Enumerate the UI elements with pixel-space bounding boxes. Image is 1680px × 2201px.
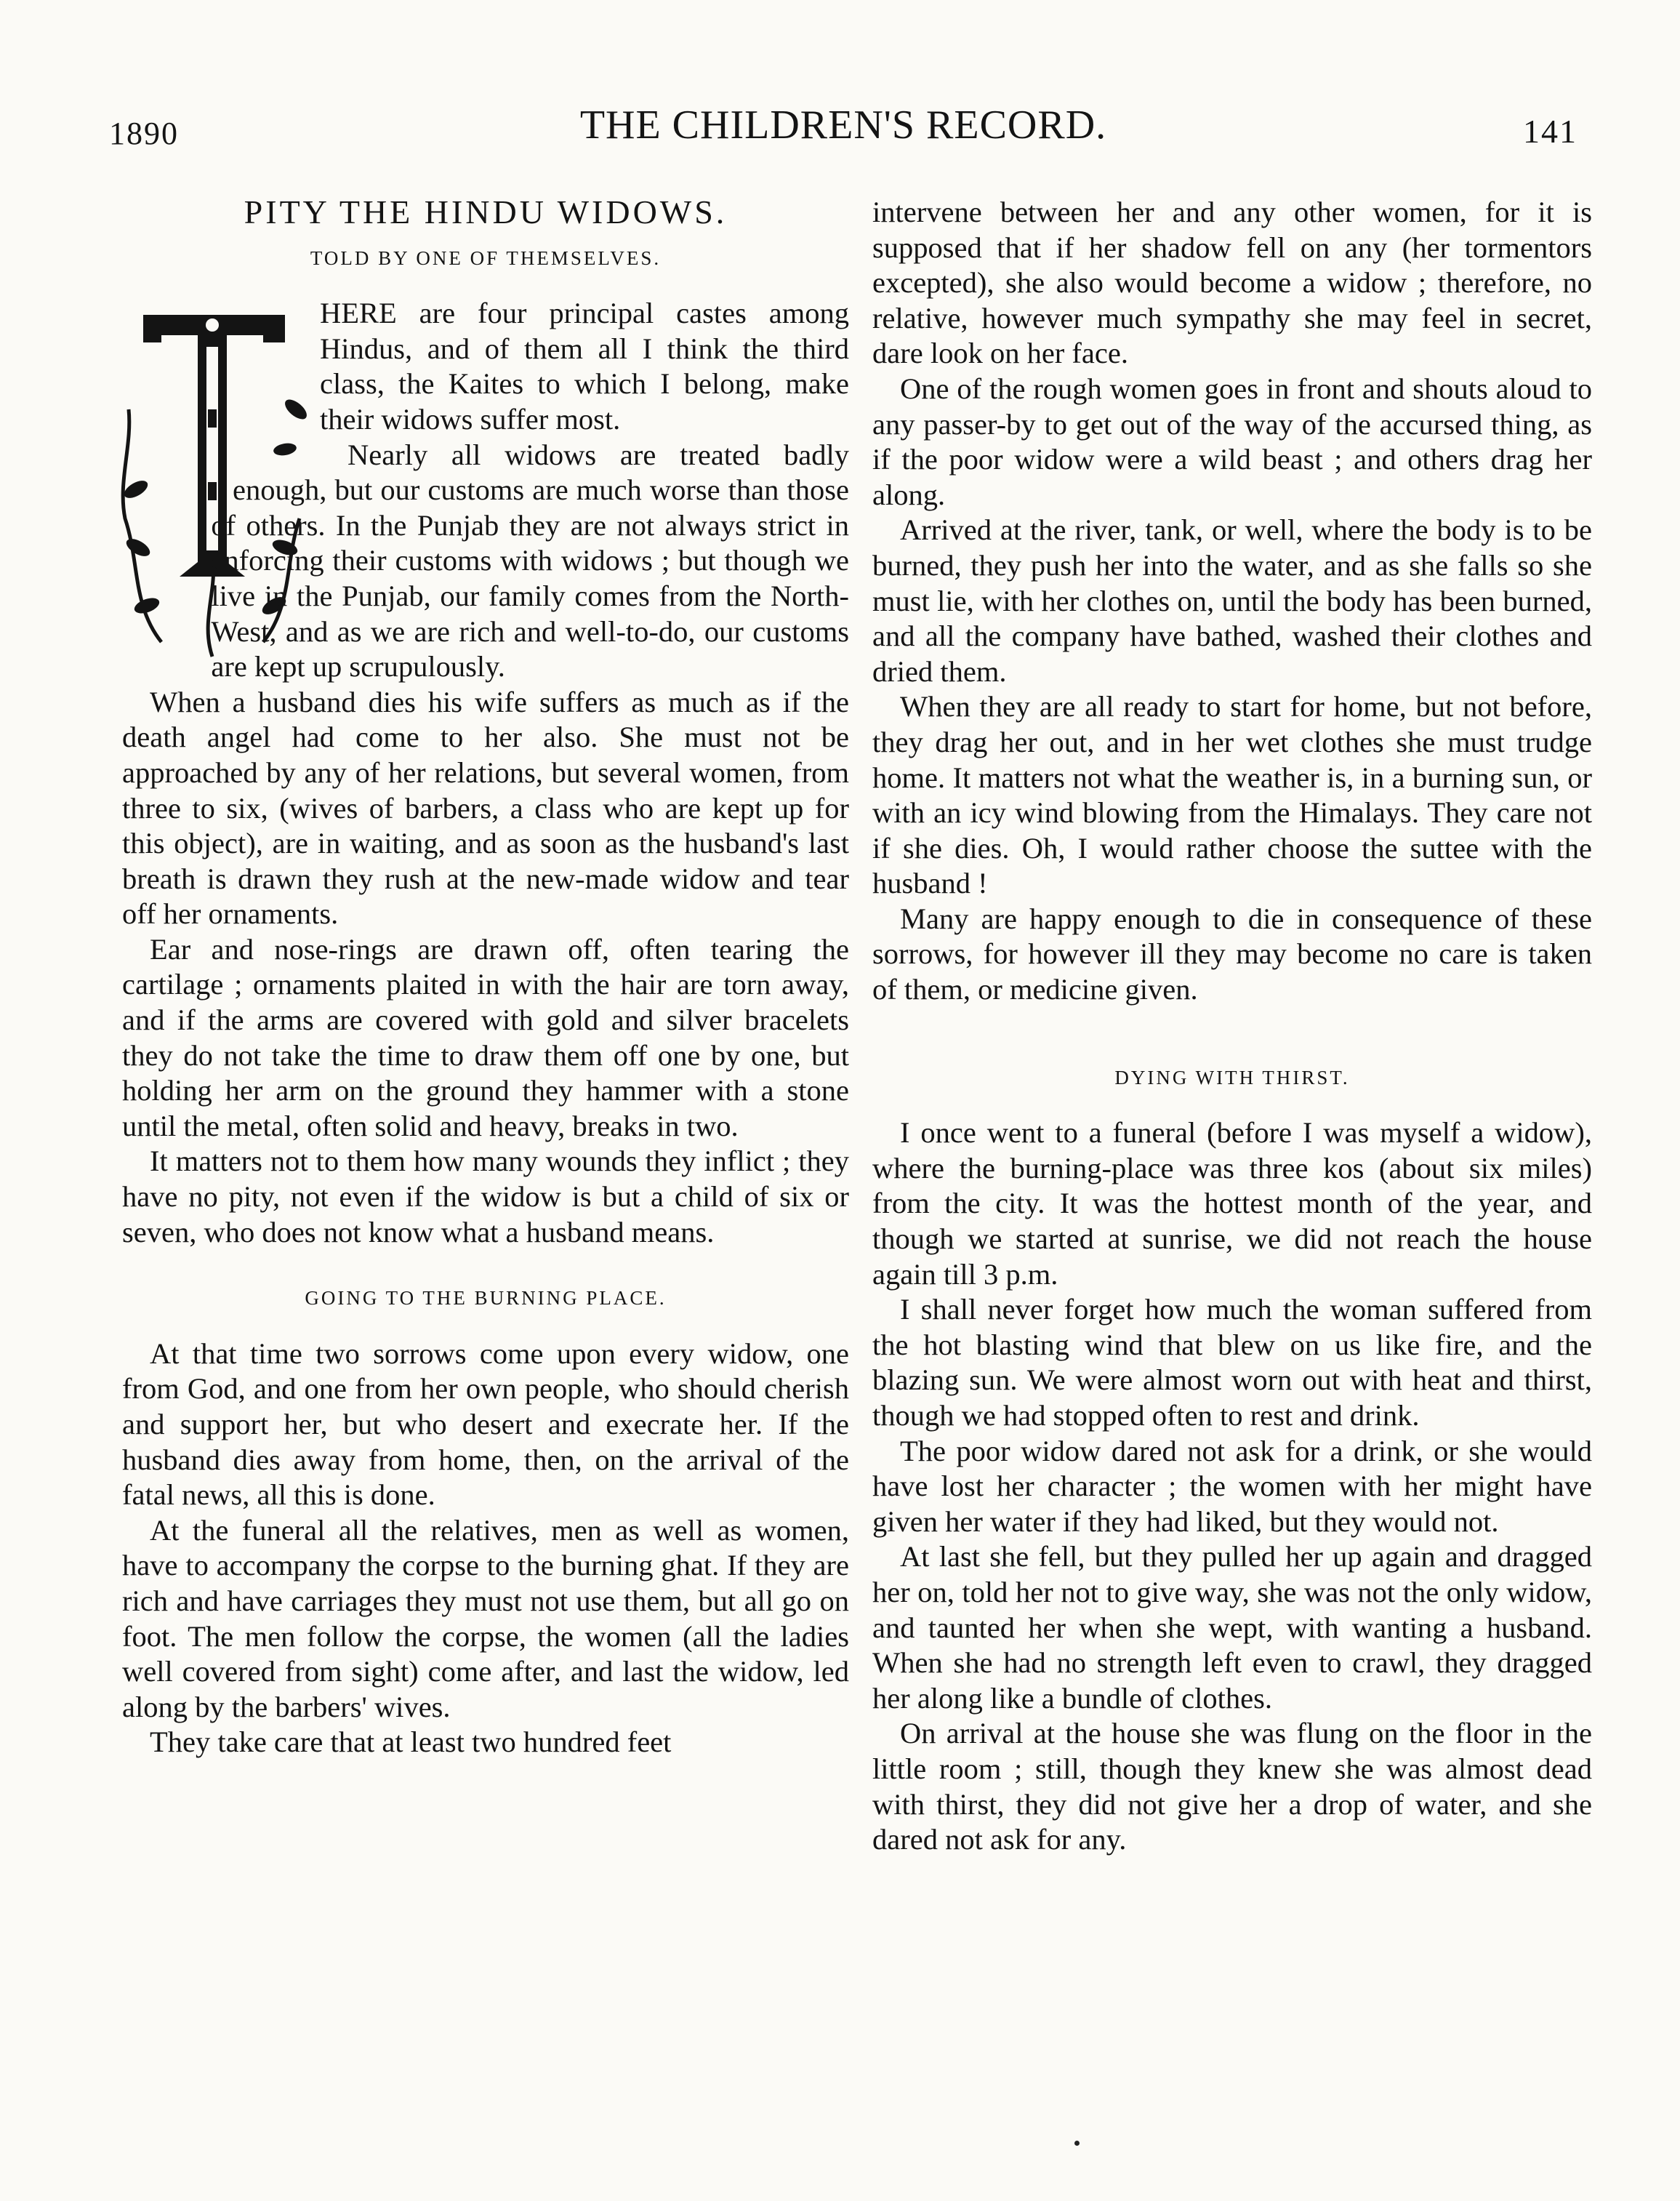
intro-paragraph: It matters not to them how many wounds they inflict ; they have no pity, not even if the widow is but a child of six or seven, who does not know what a husband means. (122, 1144, 849, 1248)
section-paragraph: The poor widow dared not ask for a drink, or she would have lost her character ; the women with her might have given her water if they had liked, but they would not. (872, 1434, 1592, 1538)
body-paragraph: One of the rough women goes in front and shouts aloud to any passer-by to get out of the way of the accursed thing, as if the poor widow were a wild beast ; and others drag her along. (872, 372, 1592, 511)
intro-paragraph: Nearly all widows are treated badly enough, but our customs are much worse than those of others. In the Punjab they are not always strict in enforcing their customs with widows ; but though we live in the Punjab, our family comes from the North-West, and as we are rich and well-to-do, our customs are kept up scrupulously. (211, 438, 849, 683)
section-paragraph: On arrival at the house she was flung on the floor in the little room ; still, though they knew she was almost dead with thirst, they did not give her a drop of water, and she dared not ask for any. (872, 1717, 1592, 1856)
section-heading-dying-with-thirst: DYING WITH THIRST. (1114, 1066, 1350, 1089)
body-paragraph: Many are happy enough to die in consequence of these sorrows, for however ill they may become no care is taken of them, or medicine given. (872, 902, 1592, 1006)
intro-paragraph: When a husband dies his wife suffers as much as if the death angel had come to her also. She must not be approached by any of her relations, but several women, from three to six, (wives of barbers, a class who are kept up for this object), are in waiting, and as soon as the husband's last breath is drawn they rush at the new-made widow and tear off her ornaments. (122, 685, 849, 931)
right-column (872, 195, 1592, 1858)
section-paragraph: At the funeral all the relatives, men as well as women, have to accompany the corpse to the burning ghat. If they are rich and have carriages they must not use them, but all go on foot. The men follow the corpse, the women (all the ladies well covered from sight) come after, and last the widow, led along by the barbers' wives. (122, 1513, 849, 1723)
body-paragraph: When they are all ready to start for home, but not before, they drag her out, and in her wet clothes she must trudge home. It matters not what the weather is, in a burning sun, or with an icy wind blowing from the Himalays. They care not if she dies. Oh, I would rather choose the suttee with the husband ! (872, 690, 1592, 900)
header-year: 1890 (109, 116, 179, 151)
left-column (122, 195, 849, 1760)
section-paragraph: I once went to a funeral (before I was myself a widow), where the burning-place was three kos (about six miles) from the city. It was the hottest month of the year, and though we started at sunrise, we did not reach the house again till 3 p.m. (872, 1116, 1592, 1291)
intro-paragraph: Ear and nose-rings are drawn off, often tearing the cartilage ; ornaments plaited in with the hair are torn away, and if the arms are covered with gold and silver bracelets they do not take the time to draw them off one by one, but holding her arm on the ground they hammer with a stone until the metal, often solid and heavy, breaks in two. (122, 932, 849, 1142)
printer-dot (1074, 2141, 1080, 2146)
page-number: 141 (1523, 113, 1577, 150)
first-paragraph-text: HERE are four principal castes among Hindus, and of them all I think the third class, the Kaites to which I belong, make their widows suffer most. (320, 297, 849, 436)
body-paragraph: Arrived at the river, tank, or well, where the body is to be burned, they push her into the water, and as she falls so she must lie, with her clothes on, until the body has been burned, and all the company have bathed, washed their clothes and dried them. (872, 513, 1592, 688)
section-paragraph: At that time two sorrows come upon every widow, one from God, and one from her own people, who should cherish and support her, but who desert and execrate her. If the husband dies away from home, then, on the arrival of the fatal news, all this is done. (122, 1336, 849, 1512)
section-paragraph: I shall never forget how much the woman suffered from the hot blasting wind that blew on us like fire, and the blazing sun. We were almost worn out with heat and thirst, though we had stopped often to rest and drink. (872, 1293, 1592, 1432)
continued-paragraph: intervene between her and any other women, for it is supposed that if her shadow fell on any (her tormentors excepted), she also would become a widow ; therefore, no relative, however much sympathy she may feel in secret, dare look on her face. (872, 196, 1592, 370)
running-head (109, 102, 1577, 160)
article-byline: TOLD BY ONE OF THEMSELVES. (310, 246, 662, 269)
section-paragraph: At last she fell, but they pulled her up again and dragged her on, told her not to give way, she was not the only widow, and taunted her when she wept, with wanting a husband. When she had no strength left even to crawl, they dragged her along like a bundle of clothes. (872, 1540, 1592, 1715)
section-heading-burning-place: GOING TO THE BURNING PLACE. (305, 1287, 667, 1310)
first-paragraph (122, 296, 849, 437)
journal-title: THE CHILDREN'S RECORD. (579, 103, 1107, 148)
section-paragraph: They take care that at least two hundred feet (150, 1725, 672, 1759)
article-title: PITY THE HINDU WIDOWS. (244, 193, 728, 230)
